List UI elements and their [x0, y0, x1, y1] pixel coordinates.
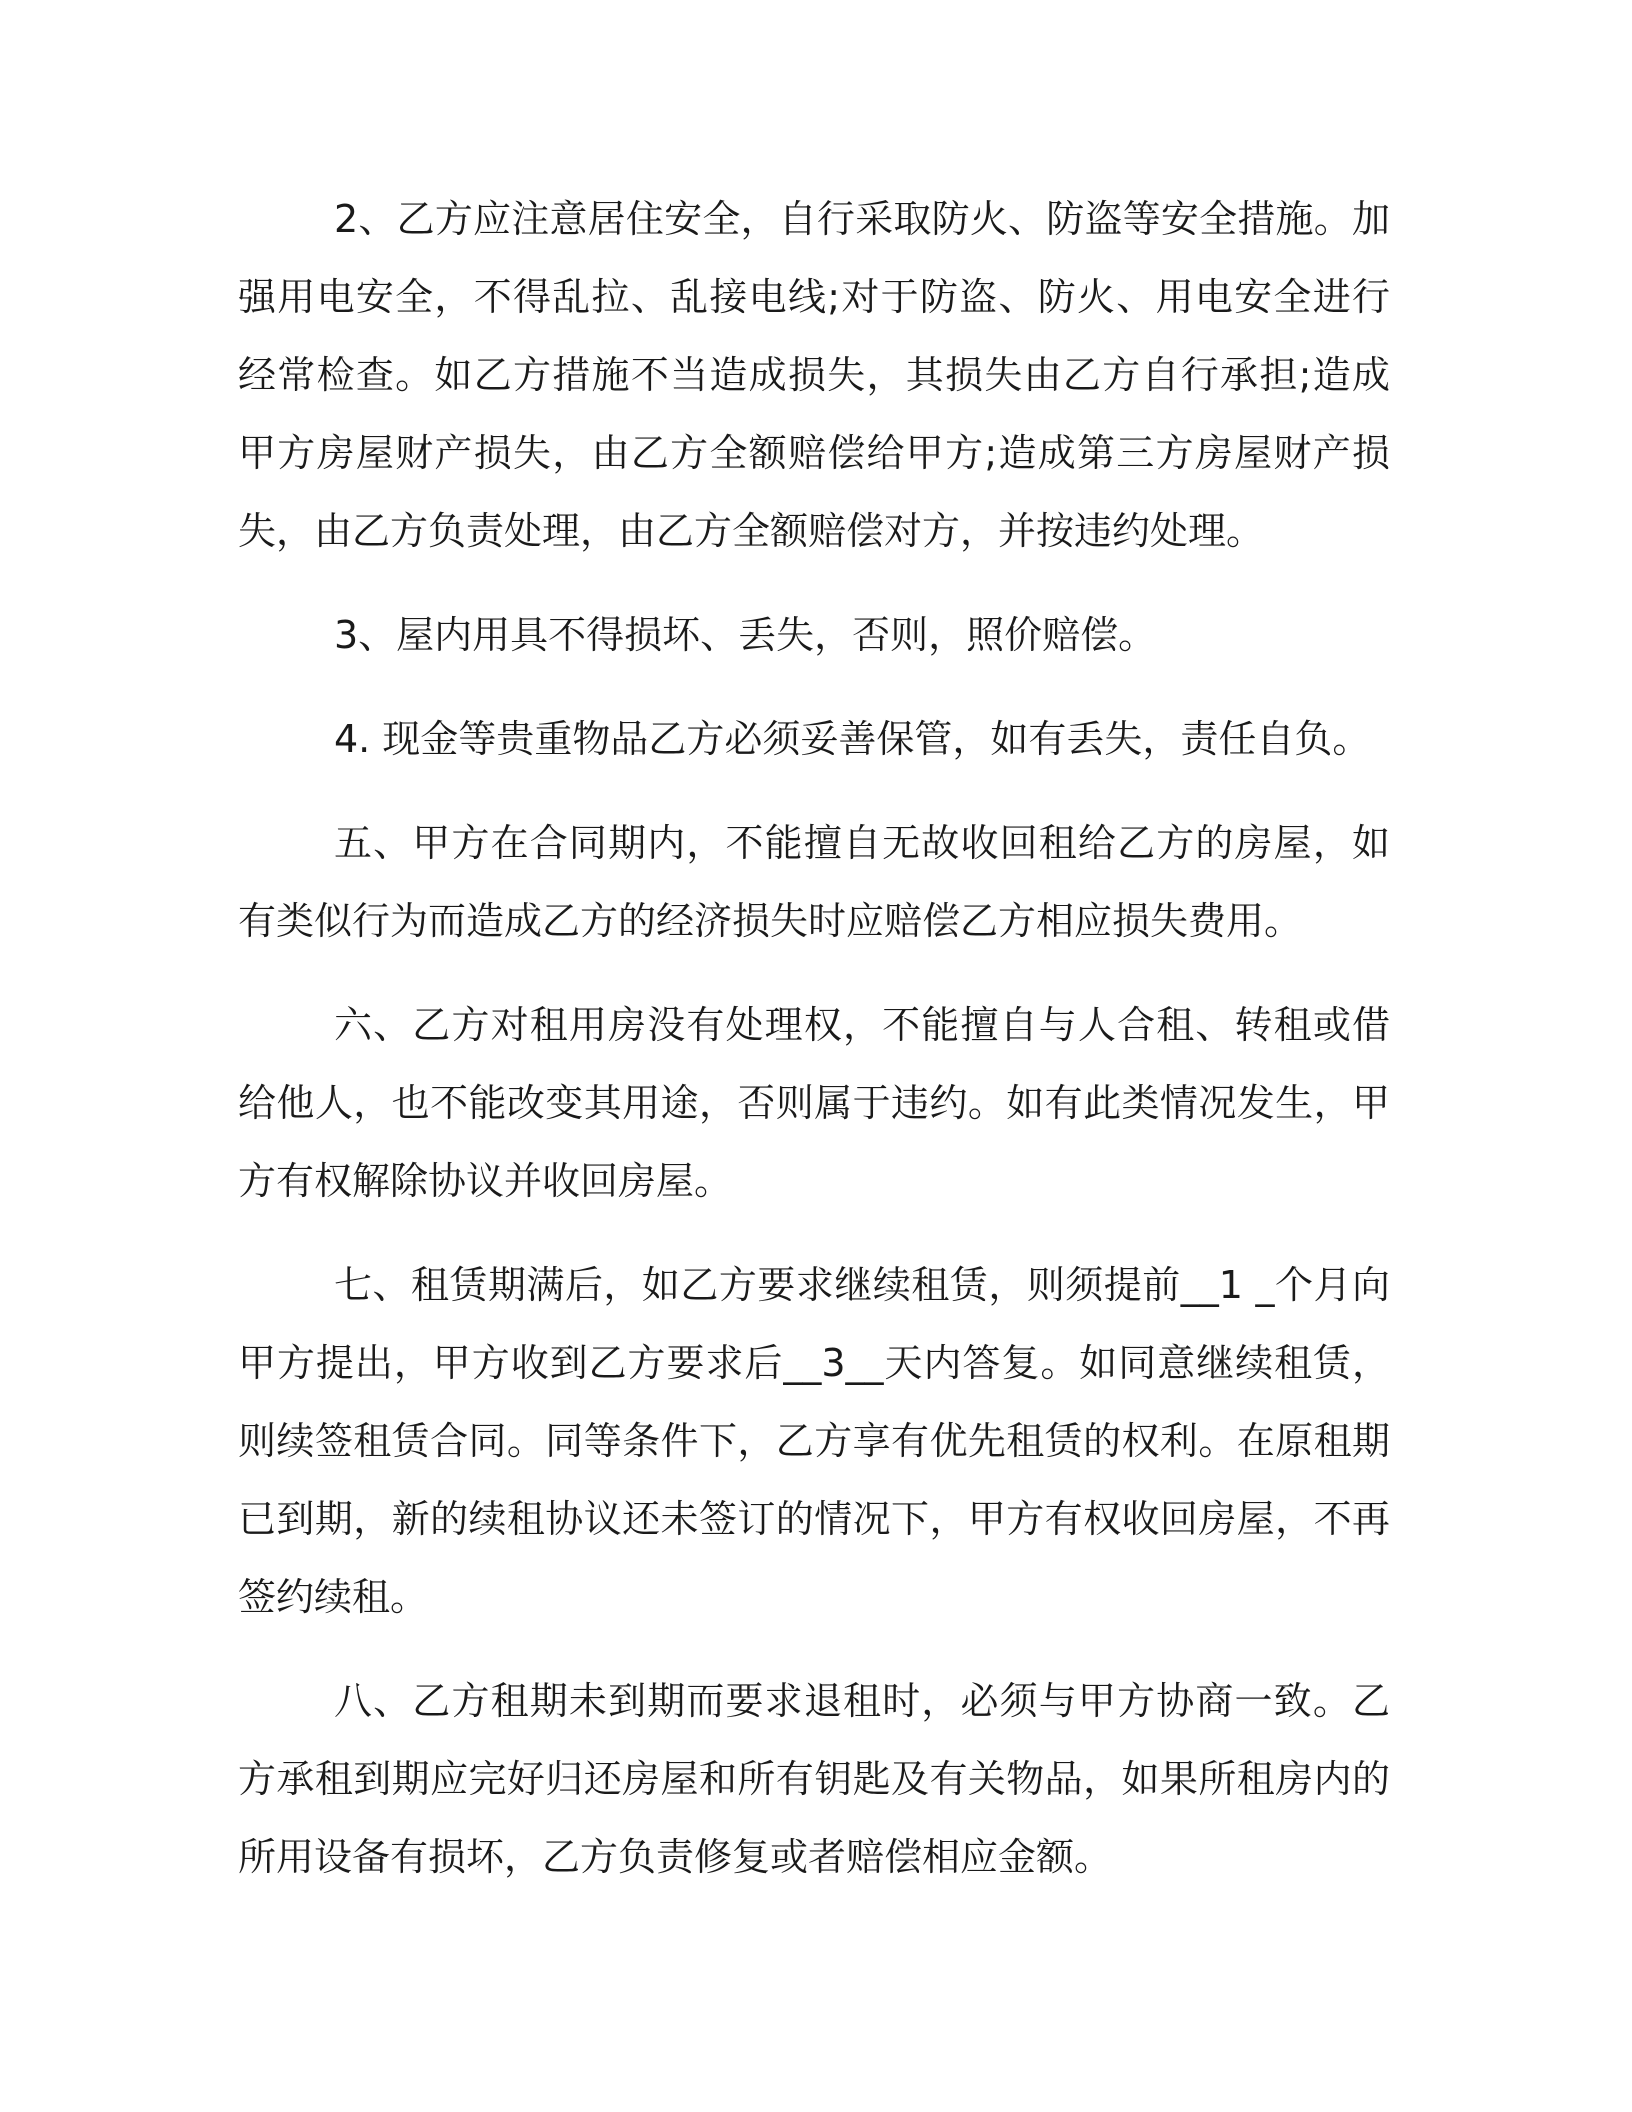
clause-paragraph-2: 2、乙方应注意居住安全，自行采取防火、防盗等安全措施。加强用电安全，不得乱拉、乱接电线;对于防盗、防火、用电安全进行经常检查。如乙方措施不当造成损失，其损失由乙方自行承担;造成甲方房屋财产损失，由乙方全额赔偿给甲方;造成第三方房屋财产损失，由乙方负责处理，由乙方全额赔偿对方，并按违约处理。 [238, 197, 1390, 553]
clause-paragraph-7: 七、租赁期满后，如乙方要求继续租赁，则须提前__1 _个月向甲方提出，甲方收到乙方要求后__3__天内答复。如同意继续租赁，则续签租赁合同。同等条件下，乙方享有优先租赁的权利。在原租期已到期，新的续租协议还未签订的情况下，甲方有权收回房屋，不再签约续租。 [238, 1263, 1390, 1619]
clause-paragraph-8: 八、乙方租期未到期而要求退租时，必须与甲方协商一致。乙方承租到期应完好归还房屋和所有钥匙及有关物品，如果所租房内的所用设备有损坏，乙方负责修复或者赔偿相应金额。 [238, 1679, 1390, 1879]
document-body [238, 180, 1390, 1922]
clause-paragraph-3: 3、屋内用具不得损坏、丢失，否则，照价赔偿。 [334, 613, 1157, 657]
clause-paragraph-6: 六、乙方对租用房没有处理权，不能擅自与人合租、转租或借给他人，也不能改变其用途，否则属于违约。如有此类情况发生，甲方有权解除协议并收回房屋。 [238, 1003, 1390, 1203]
clause-paragraph-5: 五、甲方在合同期内，不能擅自无故收回租给乙方的房屋，如有类似行为而造成乙方的经济损失时应赔偿乙方相应损失费用。 [238, 821, 1390, 943]
clause-paragraph-4: 4. 现金等贵重物品乙方必须妥善保管，如有丢失，责任自负。 [334, 717, 1371, 761]
